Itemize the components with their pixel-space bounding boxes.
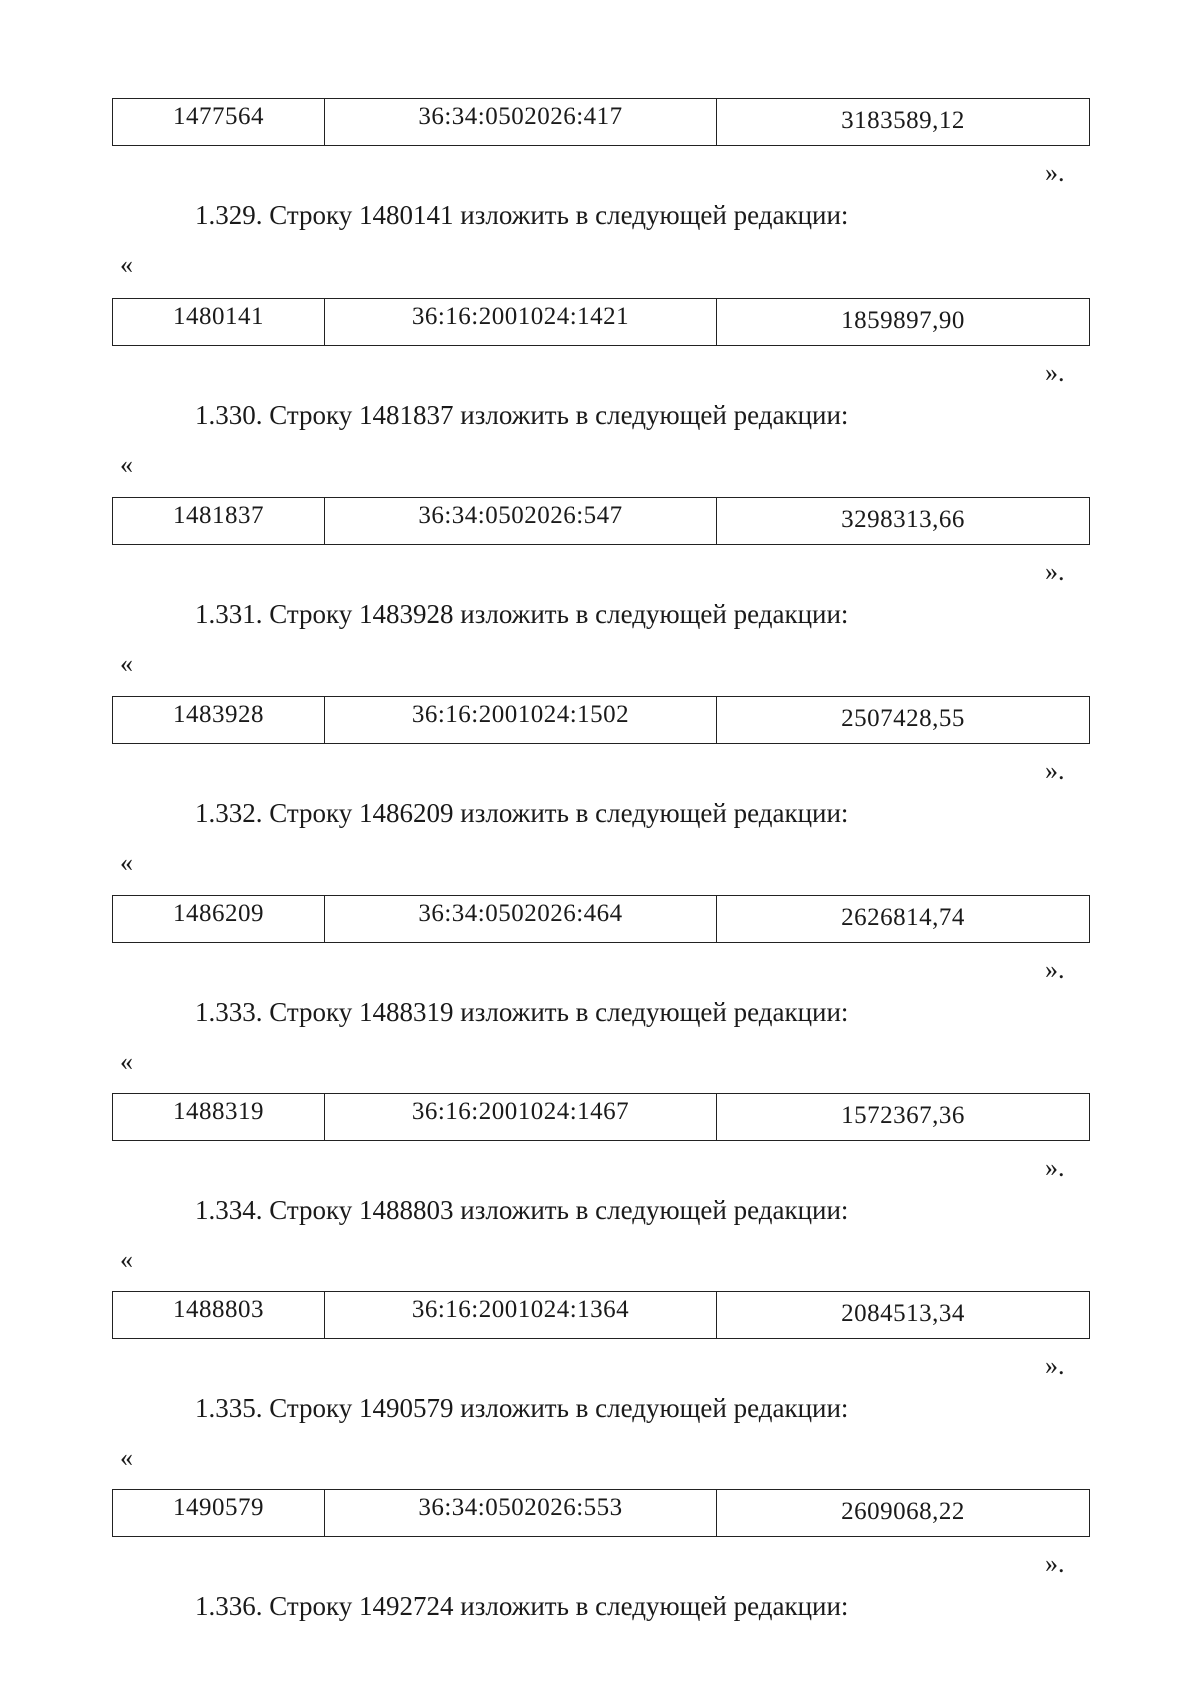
cadastral-number: 36:34:0502026:464 bbox=[325, 896, 717, 942]
row-number: 1488319 bbox=[113, 1094, 325, 1140]
closing-quote: ». bbox=[1045, 358, 1065, 387]
instruction-text: 1.331. Строку 1483928 изложить в следующей редакции: bbox=[195, 599, 849, 629]
cadastral-number: 36:34:0502026:547 bbox=[325, 498, 717, 544]
cadastral-number: 36:34:0502026:417 bbox=[325, 99, 717, 145]
table-row bbox=[112, 696, 1090, 744]
cadastral-value: 3183589,12 bbox=[841, 107, 965, 134]
row-number: 1490579 bbox=[113, 1490, 325, 1536]
cadastral-value: 2626814,74 bbox=[841, 904, 965, 931]
cadastral-number: 36:16:2001024:1421 bbox=[325, 299, 717, 345]
table-row bbox=[112, 1489, 1090, 1537]
row-number: 1488803 bbox=[113, 1292, 325, 1338]
instruction-text: 1.335. Строку 1490579 изложить в следующей редакции: bbox=[195, 1393, 849, 1423]
table-row bbox=[112, 895, 1090, 943]
cadastral-value: 2507428,55 bbox=[841, 705, 965, 732]
table-row bbox=[112, 98, 1090, 146]
closing-quote: ». bbox=[1045, 955, 1065, 984]
instruction-text: 1.336. Строку 1492724 изложить в следующей редакции: bbox=[195, 1591, 849, 1621]
closing-quote: ». bbox=[1045, 1549, 1065, 1578]
instruction-text: 1.330. Строку 1481837 изложить в следующей редакции: bbox=[195, 400, 849, 430]
cadastral-number: 36:34:0502026:553 bbox=[325, 1490, 717, 1536]
table-row bbox=[112, 1291, 1090, 1339]
cadastral-value: 2084513,34 bbox=[841, 1300, 965, 1327]
cadastral-value: 2609068,22 bbox=[841, 1498, 965, 1525]
row-number: 1480141 bbox=[113, 299, 325, 345]
cadastral-number: 36:16:2001024:1502 bbox=[325, 697, 717, 743]
closing-quote: ». bbox=[1045, 1351, 1065, 1380]
row-number: 1486209 bbox=[113, 896, 325, 942]
cadastral-value: 3298313,66 bbox=[841, 506, 965, 533]
cadastral-value: 1572367,36 bbox=[841, 1102, 965, 1129]
row-number: 1477564 bbox=[113, 99, 325, 145]
closing-quote: ». bbox=[1045, 158, 1065, 187]
closing-quote: ». bbox=[1045, 557, 1065, 586]
opening-quote: « bbox=[120, 649, 133, 678]
instruction-text: 1.334. Строку 1488803 изложить в следующей редакции: bbox=[195, 1195, 849, 1225]
opening-quote: « bbox=[120, 848, 133, 877]
closing-quote: ». bbox=[1045, 756, 1065, 785]
opening-quote: « bbox=[120, 1245, 133, 1274]
opening-quote: « bbox=[120, 1443, 133, 1472]
closing-quote: ». bbox=[1045, 1153, 1065, 1182]
table-row bbox=[112, 497, 1090, 545]
table-row bbox=[112, 1093, 1090, 1141]
cadastral-number: 36:16:2001024:1467 bbox=[325, 1094, 717, 1140]
instruction-text: 1.332. Строку 1486209 изложить в следующей редакции: bbox=[195, 798, 849, 828]
opening-quote: « bbox=[120, 250, 133, 279]
row-number: 1483928 bbox=[113, 697, 325, 743]
instruction-text: 1.329. Строку 1480141 изложить в следующей редакции: bbox=[195, 200, 849, 230]
cadastral-number: 36:16:2001024:1364 bbox=[325, 1292, 717, 1338]
cadastral-value: 1859897,90 bbox=[841, 307, 965, 334]
instruction-text: 1.333. Строку 1488319 изложить в следующей редакции: bbox=[195, 997, 849, 1027]
opening-quote: « bbox=[120, 1047, 133, 1076]
row-number: 1481837 bbox=[113, 498, 325, 544]
opening-quote: « bbox=[120, 450, 133, 479]
table-row bbox=[112, 298, 1090, 346]
